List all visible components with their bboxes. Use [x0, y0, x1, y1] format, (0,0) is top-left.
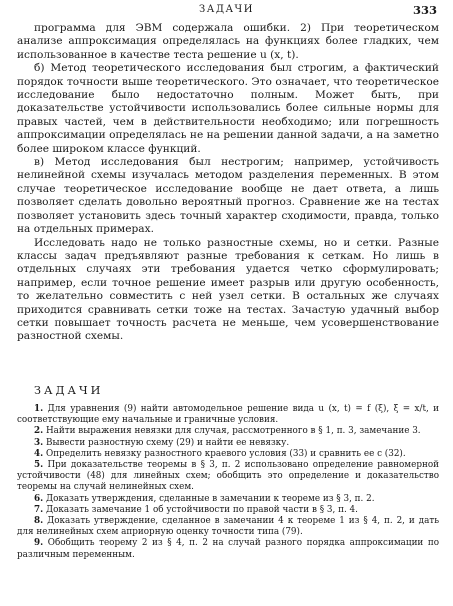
problem-item: [17, 538, 439, 560]
page-number: 333: [412, 3, 437, 17]
problem-list: [17, 404, 439, 561]
problem-text: Доказать замечание 1 об устойчивости по правой части в § 3, п. 4.: [45, 504, 358, 515]
problem-item: [17, 449, 439, 460]
running-title: ЗАДАЧИ: [199, 4, 254, 15]
problem-text: Вывести разностную схему (29) и найти ее невязку.: [45, 437, 290, 448]
main-text: [17, 22, 439, 344]
section-heading: ЗАДАЧИ: [34, 384, 104, 397]
problem-number: 1.: [34, 404, 44, 414]
problem-number: 6.: [34, 493, 44, 504]
problem-text: При доказательстве теоремы в § 3, п. 2 использовано определение равномерной устойчивости (48) для линейных схем; обобщить это определение и доказательство теоремы на случай нелинейных схем.: [17, 460, 439, 493]
problem-number: 4.: [34, 448, 44, 459]
problem-number: 5.: [34, 460, 44, 471]
problem-item: [17, 460, 439, 494]
problem-text: Обобщить теорему 2 из § 4, п. 2 на случай разного порядка аппроксимации по различным переменным.: [17, 538, 439, 560]
paragraph: Исследовать надо не только разностные схемы, но и сетки. Разные классы задач предъявляют разные требования к сеткам. Но лишь в отдельных случаях эти требования удается четко сформулировать; например, если точное решение имеет разрыв или другую особенность, то желательно совместить с ней узел сетки. В остальных же случаях приходится сравнивать сетки тоже на тестах. Зачастую удачный выбор сетки повышает точность расчета не меньше, чем усовершенствование разностной схемы.: [17, 236, 439, 343]
problem-item: [17, 505, 439, 516]
problem-number: 2.: [34, 426, 44, 437]
problem-text: Доказать утверждение, сделанное в замечании 4 к теореме 1 из § 4, п. 2, и дать для нелинейных схем априорную оценку точности типа (79).: [17, 516, 439, 538]
paragraph: б) Метод теоретического исследования был строгим, а фактический порядок точности выше теоретического. Это означает, что теоретическое исследование было недостаточно полным. Может быть, при доказательстве устойчивости использовались более сильные нормы для правых частей, чем в действительности необходимо; или погрешность аппроксимации определялась не на решении данной задачи, а на заметно более широком классе функций.: [17, 62, 439, 155]
page-header: [0, 4, 453, 18]
problem-number: 7.: [34, 504, 44, 515]
problem-text: Найти выражения невязки для случая, рассмотренного в § 1, п. 3, замечание 3.: [45, 426, 421, 437]
paragraph: программа для ЭВМ содержала ошибки. 2) При теоретическом анализе аппроксимация определялась на функциях более гладких, чем использованное в качестве теста решение u (x, t).: [17, 22, 439, 61]
problem-text: Доказать утверждения, сделанные в замечании к теореме из § 3, п. 2.: [45, 493, 375, 504]
problem-item: [17, 426, 439, 437]
problem-number: 9.: [34, 538, 44, 549]
problem-item: [17, 404, 439, 426]
problem-item: [17, 516, 439, 538]
problem-number: 8.: [34, 516, 44, 527]
problem-text: Для уравнения (9) найти автомодельное решение вида u (x, t) = f (ξ), ξ = x/t, и соответствующие ему начальные и граничные условия.: [17, 404, 440, 426]
paragraph: в) Метод исследования был нестрогим; например, устойчивость нелинейной схемы изучалась методом разделения переменных. В этом случае теоретическое исследование вообще не дает ответа, а лишь позволяет сделать довольно вероятный прогноз. Сравнение же на тестах позволяет установить здесь точный характер сходимости, правда, только на отдельных примерах.: [17, 156, 439, 236]
problem-number: 3.: [34, 437, 44, 448]
problem-text: Определить невязку разностного краевого условия (33) и сравнить ее с (32).: [45, 448, 406, 459]
problem-item: [17, 494, 439, 505]
problem-item: [17, 438, 439, 449]
